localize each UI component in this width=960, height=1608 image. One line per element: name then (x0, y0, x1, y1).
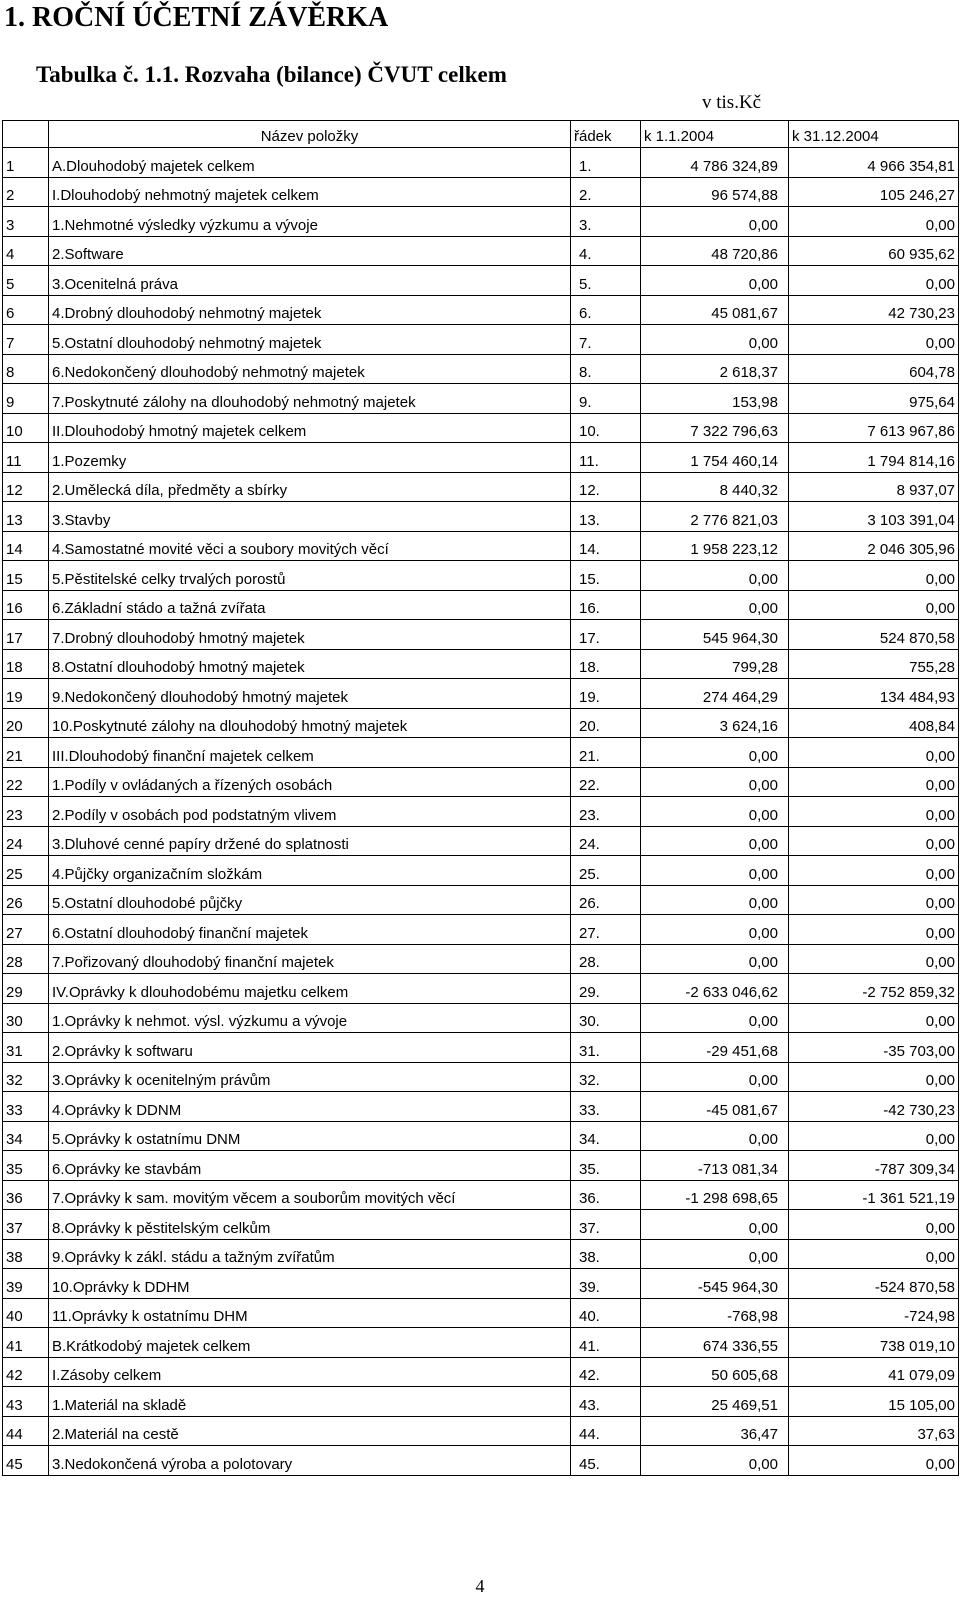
item-name: 9.Nedokončený dlouhodobý hmotný majetek (49, 679, 571, 709)
row-number: 25. (571, 856, 641, 886)
value-start: -29 451,68 (641, 1033, 789, 1063)
value-start: 2 776 821,03 (641, 502, 789, 532)
row-index: 26 (3, 885, 49, 915)
value-start: 36,47 (641, 1416, 789, 1446)
item-name: 10.Poskytnuté zálohy na dlouhodobý hmotný majetek (49, 708, 571, 738)
table-row (3, 1180, 959, 1210)
header-start-date: k 1.1.2004 (641, 121, 789, 148)
table-row (3, 1062, 959, 1092)
row-number: 39. (571, 1269, 641, 1299)
value-end: 15 105,00 (789, 1387, 959, 1417)
row-number: 12. (571, 472, 641, 502)
row-number: 45. (571, 1446, 641, 1476)
value-start: 2 618,37 (641, 354, 789, 384)
unit-note: v tis.Kč (702, 92, 762, 113)
value-end: 0,00 (789, 826, 959, 856)
item-name: I.Dlouhodobý nehmotný majetek celkem (49, 177, 571, 207)
item-name: B.Krátkodobý majetek celkem (49, 1328, 571, 1358)
value-end: 0,00 (789, 1239, 959, 1269)
row-index: 44 (3, 1416, 49, 1446)
row-index: 37 (3, 1210, 49, 1240)
table-row (3, 1357, 959, 1387)
table-row (3, 1033, 959, 1063)
row-index: 27 (3, 915, 49, 945)
value-start: 50 605,68 (641, 1357, 789, 1387)
item-name: 5.Ostatní dlouhodobý nehmotný majetek (49, 325, 571, 355)
value-start: 0,00 (641, 590, 789, 620)
item-name: 4.Samostatné movité věci a soubory movitých věcí (49, 531, 571, 561)
header-no-cell (3, 121, 49, 148)
table-row (3, 502, 959, 532)
table-row (3, 1328, 959, 1358)
row-number: 19. (571, 679, 641, 709)
row-number: 1. (571, 148, 641, 178)
value-start: 1 958 223,12 (641, 531, 789, 561)
row-index: 3 (3, 207, 49, 237)
item-name: 6.Ostatní dlouhodobý finanční majetek (49, 915, 571, 945)
table-row (3, 177, 959, 207)
value-end: 37,63 (789, 1416, 959, 1446)
table-row (3, 974, 959, 1004)
row-index: 18 (3, 649, 49, 679)
item-name: 4.Půjčky organizačním složkám (49, 856, 571, 886)
row-index: 41 (3, 1328, 49, 1358)
row-index: 33 (3, 1092, 49, 1122)
item-name: 5.Ostatní dlouhodobé půjčky (49, 885, 571, 915)
row-index: 42 (3, 1357, 49, 1387)
item-name: I.Zásoby celkem (49, 1357, 571, 1387)
value-end: 0,00 (789, 915, 959, 945)
row-index: 14 (3, 531, 49, 561)
table-row (3, 620, 959, 650)
item-name: 2.Umělecká díla, předměty a sbírky (49, 472, 571, 502)
row-index: 36 (3, 1180, 49, 1210)
value-start: 0,00 (641, 738, 789, 768)
row-index: 25 (3, 856, 49, 886)
row-number: 13. (571, 502, 641, 532)
value-end: 42 730,23 (789, 295, 959, 325)
row-index: 45 (3, 1446, 49, 1476)
value-start: 0,00 (641, 1446, 789, 1476)
value-start: 0,00 (641, 561, 789, 591)
row-index: 32 (3, 1062, 49, 1092)
table-row (3, 590, 959, 620)
value-end: 105 246,27 (789, 177, 959, 207)
value-end: -35 703,00 (789, 1033, 959, 1063)
value-end: 41 079,09 (789, 1357, 959, 1387)
page-number: 4 (475, 1576, 485, 1596)
row-number: 14. (571, 531, 641, 561)
table-row (3, 1298, 959, 1328)
table-row (3, 325, 959, 355)
table-row (3, 885, 959, 915)
row-index: 17 (3, 620, 49, 650)
table-row (3, 1092, 959, 1122)
value-start: 674 336,55 (641, 1328, 789, 1358)
item-name: 6.Oprávky ke stavbám (49, 1151, 571, 1181)
row-index: 5 (3, 266, 49, 296)
row-number: 18. (571, 649, 641, 679)
value-start: 4 786 324,89 (641, 148, 789, 178)
table-row (3, 826, 959, 856)
table-row (3, 649, 959, 679)
value-end: -724,98 (789, 1298, 959, 1328)
value-start: 0,00 (641, 856, 789, 886)
row-index: 19 (3, 679, 49, 709)
value-start: 799,28 (641, 649, 789, 679)
row-index: 39 (3, 1269, 49, 1299)
value-start: 0,00 (641, 1121, 789, 1151)
row-number: 17. (571, 620, 641, 650)
value-end: 0,00 (789, 885, 959, 915)
value-end: 604,78 (789, 354, 959, 384)
value-end: 2 046 305,96 (789, 531, 959, 561)
value-end: 3 103 391,04 (789, 502, 959, 532)
row-number: 3. (571, 207, 641, 237)
row-number: 30. (571, 1003, 641, 1033)
item-name: 8.Oprávky k pěstitelským celkům (49, 1210, 571, 1240)
table-row (3, 472, 959, 502)
row-index: 28 (3, 944, 49, 974)
row-number: 27. (571, 915, 641, 945)
table-row (3, 207, 959, 237)
row-index: 9 (3, 384, 49, 414)
value-end: 0,00 (789, 590, 959, 620)
item-name: 6.Nedokončený dlouhodobý nehmotný majetek (49, 354, 571, 384)
row-number: 40. (571, 1298, 641, 1328)
value-start: 545 964,30 (641, 620, 789, 650)
item-name: 5.Pěstitelské celky trvalých porostů (49, 561, 571, 591)
row-index: 2 (3, 177, 49, 207)
row-number: 29. (571, 974, 641, 1004)
row-index: 31 (3, 1033, 49, 1063)
item-name: 9.Oprávky k zákl. stádu a tažným zvířatům (49, 1239, 571, 1269)
row-number: 32. (571, 1062, 641, 1092)
table-row (3, 1387, 959, 1417)
value-start: -2 633 046,62 (641, 974, 789, 1004)
value-end: 0,00 (789, 1121, 959, 1151)
table-row (3, 1003, 959, 1033)
row-number: 15. (571, 561, 641, 591)
row-number: 4. (571, 236, 641, 266)
item-name: 1.Oprávky k nehmot. výsl. výzkumu a vývoje (49, 1003, 571, 1033)
value-end: 524 870,58 (789, 620, 959, 650)
value-end: 0,00 (789, 325, 959, 355)
row-number: 2. (571, 177, 641, 207)
row-index: 29 (3, 974, 49, 1004)
item-name: 2.Oprávky k softwaru (49, 1033, 571, 1063)
table-row (3, 561, 959, 591)
row-number: 41. (571, 1328, 641, 1358)
value-start: -545 964,30 (641, 1269, 789, 1299)
value-end: 0,00 (789, 797, 959, 827)
table-row (3, 679, 959, 709)
item-name: III.Dlouhodobý finanční majetek celkem (49, 738, 571, 768)
item-name: II.Dlouhodobý hmotný majetek celkem (49, 413, 571, 443)
row-index: 43 (3, 1387, 49, 1417)
value-end: 0,00 (789, 1210, 959, 1240)
value-end: 60 935,62 (789, 236, 959, 266)
table-row (3, 767, 959, 797)
row-number: 20. (571, 708, 641, 738)
item-name: 11.Oprávky k ostatnímu DHM (49, 1298, 571, 1328)
value-start: 0,00 (641, 885, 789, 915)
item-name: 7.Poskytnuté zálohy na dlouhodobý nehmotný majetek (49, 384, 571, 414)
item-name: 3.Dluhové cenné papíry držené do splatnosti (49, 826, 571, 856)
value-start: -1 298 698,65 (641, 1180, 789, 1210)
value-end: 0,00 (789, 266, 959, 296)
item-name: 8.Ostatní dlouhodobý hmotný majetek (49, 649, 571, 679)
header-end-date: k 31.12.2004 (789, 121, 959, 148)
table-row (3, 531, 959, 561)
row-number: 44. (571, 1416, 641, 1446)
row-number: 26. (571, 885, 641, 915)
row-number: 23. (571, 797, 641, 827)
row-index: 7 (3, 325, 49, 355)
value-start: -45 081,67 (641, 1092, 789, 1122)
item-name: 1.Nehmotné výsledky výzkumu a vývoje (49, 207, 571, 237)
value-end: 0,00 (789, 738, 959, 768)
item-name: 3.Stavby (49, 502, 571, 532)
row-number: 33. (571, 1092, 641, 1122)
row-index: 23 (3, 797, 49, 827)
row-number: 6. (571, 295, 641, 325)
item-name: 4.Oprávky k DDNM (49, 1092, 571, 1122)
value-end: 7 613 967,86 (789, 413, 959, 443)
table-row (3, 1269, 959, 1299)
value-end: 4 966 354,81 (789, 148, 959, 178)
row-number: 35. (571, 1151, 641, 1181)
value-start: 45 081,67 (641, 295, 789, 325)
table-row (3, 1210, 959, 1240)
table-row (3, 738, 959, 768)
row-number: 37. (571, 1210, 641, 1240)
value-start: 274 464,29 (641, 679, 789, 709)
header-row-number: řádek (571, 121, 641, 148)
row-number: 22. (571, 767, 641, 797)
value-start: 0,00 (641, 797, 789, 827)
row-number: 7. (571, 325, 641, 355)
item-name: 6.Základní stádo a tažná zvířata (49, 590, 571, 620)
row-index: 1 (3, 148, 49, 178)
item-name: 5.Oprávky k ostatnímu DNM (49, 1121, 571, 1151)
row-number: 28. (571, 944, 641, 974)
item-name: 3.Nedokončená výroba a polotovary (49, 1446, 571, 1476)
value-start: 1 754 460,14 (641, 443, 789, 473)
item-name: 2.Materiál na cestě (49, 1416, 571, 1446)
value-start: -713 081,34 (641, 1151, 789, 1181)
balance-sheet-table (2, 120, 959, 1476)
table-row (3, 1121, 959, 1151)
value-end: 0,00 (789, 767, 959, 797)
row-index: 24 (3, 826, 49, 856)
value-end: 0,00 (789, 1446, 959, 1476)
table-row (3, 413, 959, 443)
table-row (3, 1151, 959, 1181)
row-index: 6 (3, 295, 49, 325)
table-row (3, 708, 959, 738)
row-index: 40 (3, 1298, 49, 1328)
row-number: 16. (571, 590, 641, 620)
header-name: Název položky (49, 121, 571, 148)
value-end: -2 752 859,32 (789, 974, 959, 1004)
value-start: 0,00 (641, 325, 789, 355)
page-heading: 1. ROČNÍ ÚČETNÍ ZÁVĚRKA (4, 2, 389, 33)
table-row (3, 797, 959, 827)
row-index: 4 (3, 236, 49, 266)
row-index: 15 (3, 561, 49, 591)
row-number: 21. (571, 738, 641, 768)
value-start: 0,00 (641, 266, 789, 296)
value-start: 0,00 (641, 767, 789, 797)
row-index: 16 (3, 590, 49, 620)
row-number: 24. (571, 826, 641, 856)
value-end: -524 870,58 (789, 1269, 959, 1299)
value-end: 134 484,93 (789, 679, 959, 709)
table-row (3, 295, 959, 325)
table-row (3, 443, 959, 473)
item-name: 7.Drobný dlouhodobý hmotný majetek (49, 620, 571, 650)
table-row (3, 384, 959, 414)
item-name: 3.Ocenitelná práva (49, 266, 571, 296)
row-index: 10 (3, 413, 49, 443)
row-index: 8 (3, 354, 49, 384)
table-row (3, 1239, 959, 1269)
row-index: 21 (3, 738, 49, 768)
table-title: Tabulka č. 1.1. Rozvaha (bilance) ČVUT celkem (36, 62, 507, 87)
value-start: 48 720,86 (641, 236, 789, 266)
item-name: IV.Oprávky k dlouhodobému majetku celkem (49, 974, 571, 1004)
item-name: 1.Pozemky (49, 443, 571, 473)
item-name: A.Dlouhodobý majetek celkem (49, 148, 571, 178)
item-name: 2.Software (49, 236, 571, 266)
row-index: 30 (3, 1003, 49, 1033)
value-start: 0,00 (641, 207, 789, 237)
value-start: 0,00 (641, 1062, 789, 1092)
row-index: 22 (3, 767, 49, 797)
table-row (3, 266, 959, 296)
value-start: 0,00 (641, 915, 789, 945)
table-row (3, 236, 959, 266)
value-end: 755,28 (789, 649, 959, 679)
table-row (3, 1446, 959, 1476)
table-row (3, 915, 959, 945)
value-start: 3 624,16 (641, 708, 789, 738)
value-start: 0,00 (641, 944, 789, 974)
row-index: 20 (3, 708, 49, 738)
table-row (3, 354, 959, 384)
value-start: 96 574,88 (641, 177, 789, 207)
table-row (3, 856, 959, 886)
value-start: 0,00 (641, 826, 789, 856)
value-end: 0,00 (789, 856, 959, 886)
value-start: 0,00 (641, 1210, 789, 1240)
row-index: 11 (3, 443, 49, 473)
value-end: 0,00 (789, 1062, 959, 1092)
value-start: 0,00 (641, 1239, 789, 1269)
row-number: 43. (571, 1387, 641, 1417)
item-name: 4.Drobný dlouhodobý nehmotný majetek (49, 295, 571, 325)
value-start: -768,98 (641, 1298, 789, 1328)
item-name: 7.Oprávky k sam. movitým věcem a souborům movitých věcí (49, 1180, 571, 1210)
value-end: 408,84 (789, 708, 959, 738)
item-name: 2.Podíly v osobách pod podstatným vlivem (49, 797, 571, 827)
value-end: 738 019,10 (789, 1328, 959, 1358)
row-index: 13 (3, 502, 49, 532)
item-name: 10.Oprávky k DDHM (49, 1269, 571, 1299)
row-number: 42. (571, 1357, 641, 1387)
row-number: 11. (571, 443, 641, 473)
item-name: 1.Podíly v ovládaných a řízených osobách (49, 767, 571, 797)
value-end: -787 309,34 (789, 1151, 959, 1181)
item-name: 7.Pořizovaný dlouhodobý finanční majetek (49, 944, 571, 974)
value-end: -1 361 521,19 (789, 1180, 959, 1210)
item-name: 3.Oprávky k ocenitelným právům (49, 1062, 571, 1092)
value-end: 975,64 (789, 384, 959, 414)
value-end: 0,00 (789, 1003, 959, 1033)
row-number: 10. (571, 413, 641, 443)
value-end: 0,00 (789, 207, 959, 237)
value-end: 0,00 (789, 944, 959, 974)
row-number: 36. (571, 1180, 641, 1210)
row-number: 5. (571, 266, 641, 296)
value-end: 0,00 (789, 561, 959, 591)
row-number: 34. (571, 1121, 641, 1151)
item-name: 1.Materiál na skladě (49, 1387, 571, 1417)
value-end: 8 937,07 (789, 472, 959, 502)
table-row (3, 148, 959, 178)
value-end: 1 794 814,16 (789, 443, 959, 473)
table-row (3, 1416, 959, 1446)
row-number: 31. (571, 1033, 641, 1063)
row-number: 8. (571, 354, 641, 384)
value-start: 0,00 (641, 1003, 789, 1033)
value-end: -42 730,23 (789, 1092, 959, 1122)
row-index: 38 (3, 1239, 49, 1269)
row-index: 35 (3, 1151, 49, 1181)
value-start: 8 440,32 (641, 472, 789, 502)
table-row (3, 944, 959, 974)
row-index: 34 (3, 1121, 49, 1151)
row-index: 12 (3, 472, 49, 502)
row-number: 9. (571, 384, 641, 414)
value-start: 7 322 796,63 (641, 413, 789, 443)
table-header-row (3, 121, 959, 148)
row-number: 38. (571, 1239, 641, 1269)
value-start: 25 469,51 (641, 1387, 789, 1417)
value-start: 153,98 (641, 384, 789, 414)
